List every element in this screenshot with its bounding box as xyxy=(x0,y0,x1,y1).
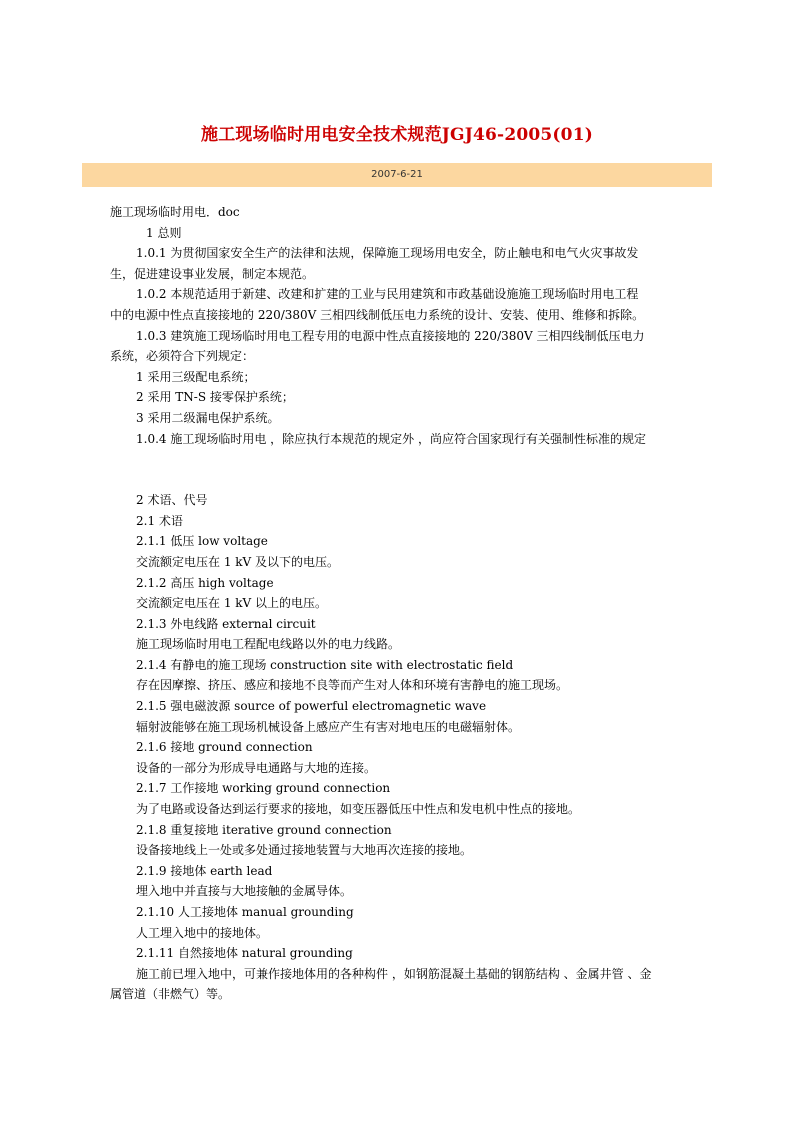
term-heading: 2.1.11 自然接地体 natural grounding xyxy=(136,946,353,961)
term-definition: 施工现场临时用电工程配电线路以外的电力线路。 xyxy=(136,637,401,652)
term-definition: 存在因摩擦、挤压、感应和接地不良等而产生对人体和环境有害静电的施工现场。 xyxy=(136,678,569,693)
list-item: 2 采用 TN-S 接零保护系统； xyxy=(136,390,294,405)
term-definition: 人工埋入地中的接地体。 xyxy=(136,925,269,940)
file-name: 施工现场临时用电．doc xyxy=(110,205,240,219)
term-heading: 2.1.1 低压 low voltage xyxy=(136,534,268,549)
term-definition: 为了电路或设备达到运行要求的接地，如变压器低压中性点和发电机中性点的接地。 xyxy=(136,802,581,817)
term-definition: 埋入地中并直接与大地接触的金属导体。 xyxy=(136,884,353,899)
term-heading: 2.1.4 有静电的施工现场 construction site with electrostatic field xyxy=(136,657,514,672)
paragraph-line: 系统，必须符合下列规定： xyxy=(110,349,255,364)
term-definition: 设备接地线上一处或多处通过接地装置与大地再次连接的接地。 xyxy=(136,843,473,858)
subsection-heading: 2.1 术语 xyxy=(136,513,183,528)
spacer xyxy=(110,449,690,490)
term-heading: 2.1.2 高压 high voltage xyxy=(136,575,274,590)
term-definition: 辐射波能够在施工现场机械设备上感应产生有害对地电压的电磁辐射体。 xyxy=(136,719,521,734)
term-definition: 交流额定电压在 1 kV 及以下的电压。 xyxy=(136,554,340,569)
paragraph-line: 生，促进建设事业发展，制定本规范。 xyxy=(110,266,315,281)
list-item: 1 采用三级配电系统； xyxy=(136,369,256,384)
term-definition: 施工前已埋入地中，可兼作接地体用的各种构件 ，如钢筋混凝土基础的钢筋结构 、金属井管 、金 xyxy=(136,966,652,981)
publish-date: 2007-6-21 xyxy=(371,169,423,180)
term-definition: 设备的一部分为形成导电通路与大地的连接。 xyxy=(136,760,377,775)
document-title: 施工现场临时用电安全技术规范JGJ46-2005(01) xyxy=(201,125,593,145)
term-heading: 2.1.8 重复接地 iterative ground connection xyxy=(136,822,392,837)
list-item: 3 采用二级漏电保护系统。 xyxy=(136,410,280,425)
term-heading: 2.1.5 强电磁波源 source of powerful electromagnetic wave xyxy=(136,699,487,714)
document-body xyxy=(110,202,690,1005)
term-heading: 2.1.3 外电线路 external circuit xyxy=(136,616,316,631)
paragraph-line: 中的电源中性点直接接地的 220/380V 三相四线制低压电力系统的设计、安装、使用、维修和拆除。 xyxy=(110,307,645,322)
term-heading: 2.1.7 工作接地 working ground connection xyxy=(136,781,391,796)
paragraph-line: 1.0.2 本规范适用于新建、改建和扩建的工业与民用建筑和市政基础设施施工现场临时用电工程 xyxy=(136,287,639,302)
section-heading: 1 总则 xyxy=(146,225,182,240)
paragraph-line: 1.0.3 建筑施工现场临时用电工程专用的电源中性点直接接地的 220/380V 三相四线制低压电力 xyxy=(136,328,645,343)
date-bar xyxy=(82,163,712,187)
term-heading: 2.1.10 人工接地体 manual grounding xyxy=(136,905,354,919)
term-heading: 2.1.6 接地 ground connection xyxy=(136,740,313,755)
paragraph-line: 1.0.1 为贯彻国家安全生产的法律和法规，保障施工现场用电安全，防止触电和电气火灾事故发 xyxy=(136,246,639,261)
section-heading: 2 术语、代号 xyxy=(136,493,208,508)
term-definition: 交流额定电压在 1 kV 以上的电压。 xyxy=(136,596,328,611)
paragraph-line: 1.0.4 施工现场临时用电 ，除应执行本规范的规定外 ，尚应符合国家现行有关强制性标准的规定 xyxy=(136,431,646,446)
term-definition: 属管道（非燃气）等。 xyxy=(110,987,231,1002)
term-heading: 2.1.9 接地体 earth lead xyxy=(136,863,273,878)
